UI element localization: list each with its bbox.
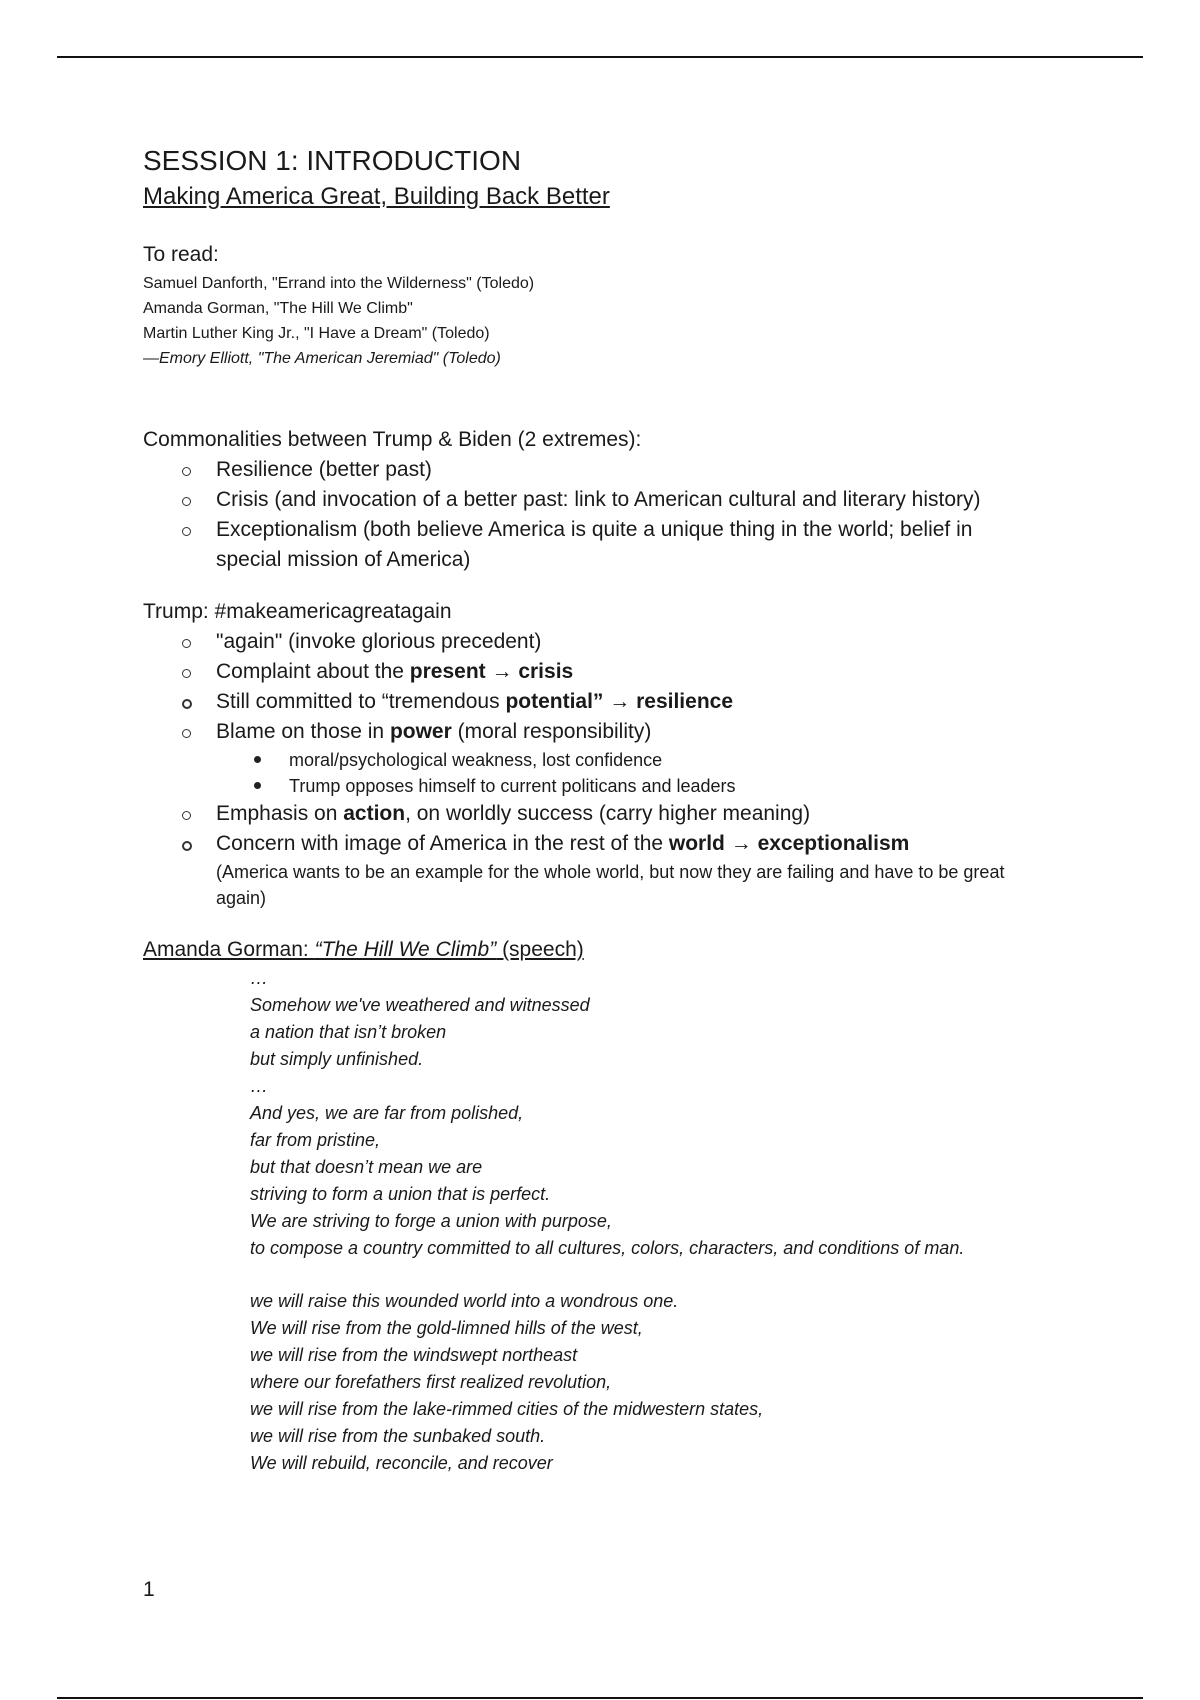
arrow-icon: → [485, 660, 519, 683]
trump-sublist [216, 747, 1043, 799]
page-number: 1 [143, 1578, 155, 1601]
poem-excerpt [250, 965, 1040, 1477]
reading-item: —Emory Elliott, "The American Jeremiad" (Toledo) [143, 350, 501, 367]
list-item: Crisis (and invocation of a better past: link to American cultural and literary history) [216, 485, 1043, 515]
commonalities-heading: Commonalities between Trump & Biden (2 extremes): [143, 428, 642, 451]
page-title: SESSION 1: INTRODUCTION [143, 145, 522, 176]
poem-line: we will rise from the sunbaked south. [250, 1426, 546, 1446]
poem-line: a nation that isn’t broken [250, 1022, 447, 1042]
reading-item: Samuel Danforth, "Errand into the Wilderness" (Toledo) [143, 275, 535, 292]
list-item: Still committed to “tremendous potential” → resilience [216, 687, 1043, 717]
commonalities-list [143, 455, 1043, 575]
trump-note: (America wants to be an example for the whole world, but now they are failing and have to be great again) [216, 862, 1005, 908]
poem-line: we will rise from the lake-rimmed cities of the midwestern states, [250, 1399, 764, 1419]
poem-line: we will raise this wounded world into a wondrous one. [250, 1291, 679, 1311]
list-item: "again" (invoke glorious precedent) [216, 627, 1043, 657]
reading-heading: To read: [143, 243, 219, 266]
poem-line: where our forefathers first realized revolution, [250, 1372, 612, 1392]
poem-line: We will rebuild, reconcile, and recover [250, 1453, 553, 1473]
reading-item: Amanda Gorman, "The Hill We Climb" [143, 300, 413, 317]
reading-list [143, 271, 1043, 371]
arrow-icon: → [724, 832, 758, 855]
poem-line: but simply unfinished. [250, 1049, 424, 1069]
list-item: Emphasis on action, on worldly success (carry higher meaning) [216, 799, 1043, 829]
trump-heading: Trump: #makeamericagreatagain [143, 600, 452, 623]
poem-line: but that doesn’t mean we are [250, 1157, 483, 1177]
list-item: Concern with image of America in the rest of the world → exceptionalism (America wants to be an example for the whole world, but now they are failing and have to be great again) [216, 829, 1043, 911]
list-item: Exceptionalism (both believe America is quite a unique thing in the world; belief in special mission of America) [216, 515, 1043, 575]
poem-line: We are striving to forge a union with purpose, [250, 1211, 612, 1231]
page-subtitle: Making America Great, Building Back Better [143, 183, 610, 210]
poem-line: … [250, 1076, 268, 1096]
sublist-item: Trump opposes himself to current politicans and leaders [289, 773, 1043, 799]
poem-line: … [250, 968, 268, 988]
page-content [143, 143, 1043, 1477]
poem-line: striving to form a union that is perfect. [250, 1184, 551, 1204]
poem-line: we will rise from the windswept northeast [250, 1345, 578, 1365]
list-item: Complaint about the present → crisis [216, 657, 1043, 687]
stanza-break [250, 1262, 1040, 1288]
poem-line: And yes, we are far from polished, [250, 1103, 524, 1123]
sublist-item: moral/psychological weakness, lost confidence [289, 747, 1043, 773]
list-item: Blame on those in power (moral responsibility) moral/psychological weakness, lost confidence Trump opposes himself to current politicans and leaders [216, 717, 1043, 799]
gorman-heading: Amanda Gorman: “The Hill We Climb” (speech) [143, 938, 584, 961]
poem-line: Somehow we've weathered and witnessed [250, 995, 590, 1015]
reading-item: Martin Luther King Jr., "I Have a Dream" (Toledo) [143, 325, 490, 342]
header-rule [57, 56, 1143, 58]
poem-line: We will rise from the gold-limned hills of the west, [250, 1318, 643, 1338]
footer-rule [57, 1697, 1143, 1699]
arrow-icon: → [603, 690, 637, 713]
poem-line: to compose a country committed to all cultures, colors, characters, and conditions of man. [250, 1238, 965, 1258]
list-item: Resilience (better past) [216, 455, 1043, 485]
poem-line: far from pristine, [250, 1130, 381, 1150]
trump-list [143, 627, 1043, 911]
